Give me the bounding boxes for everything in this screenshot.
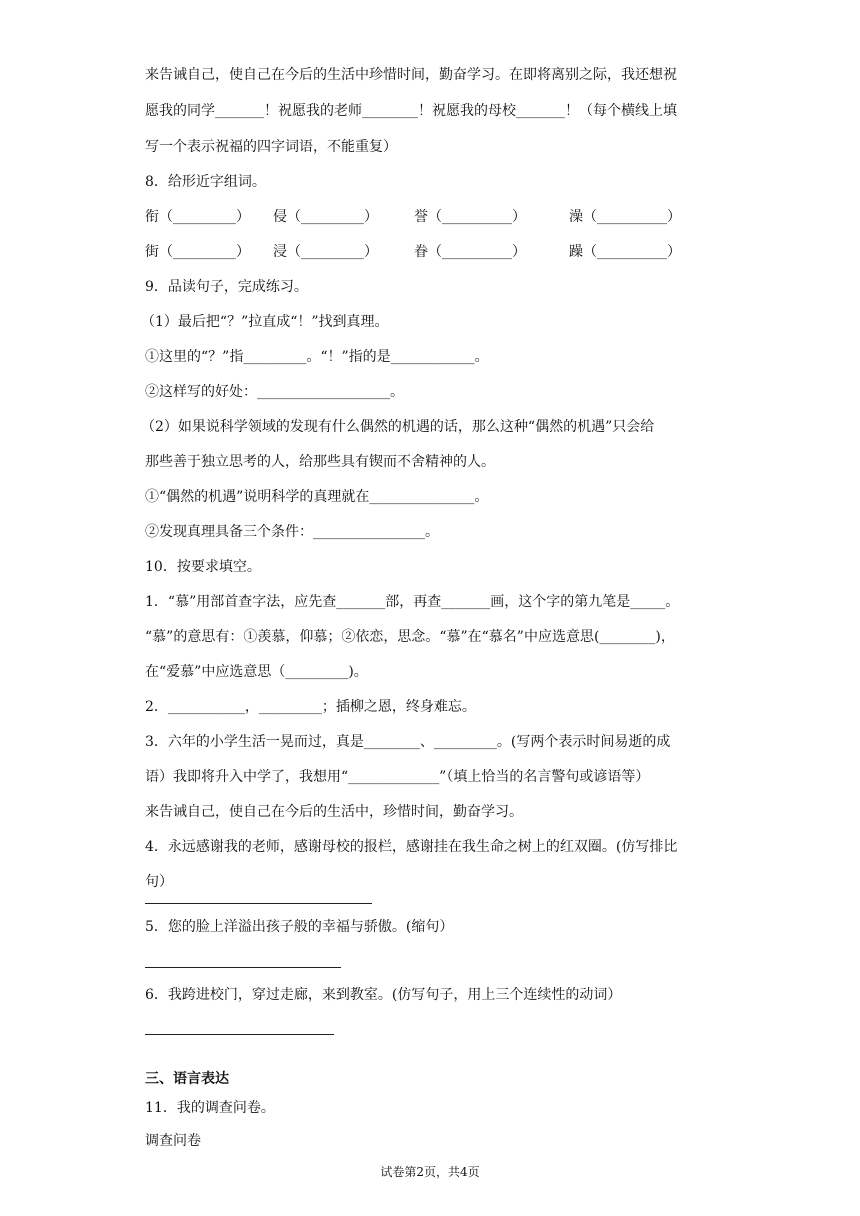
word-cell: 澡（__________）: [569, 209, 681, 225]
text-line: 调查问卷: [145, 1133, 201, 1149]
question-9: 9．品读句子，完成练习。: [145, 279, 308, 295]
text-line: 4．永远感谢我的老师，感谢母校的报栏，感谢挂在我生命之树上的红双圈。(仿写排比: [145, 839, 678, 855]
text-line: 那些善于独立思考的人，给那些具有锲而不舍精神的人。: [145, 454, 495, 470]
word-cell: 浸（_________）: [273, 244, 378, 260]
text-line: （1）最后把“？”拉直成“！”找到真理。: [141, 314, 389, 330]
answer-line: [145, 967, 341, 968]
word-cell: 街（_________）: [145, 244, 250, 260]
question-10: 10．按要求填空。: [145, 559, 261, 575]
answer-line: [145, 1034, 334, 1035]
word-cell: 眷（__________）: [414, 244, 526, 260]
text-line: 句）: [145, 874, 173, 890]
word-cell: 誉（__________）: [414, 209, 526, 225]
text-line: （2）如果说科学领域的发现有什么偶然的机遇的话，那么这种“偶然的机遇”只会给: [141, 419, 655, 435]
word-cell: 衔（_________）: [145, 209, 250, 225]
text-line: 在“爱慕”中应选意思（_________)。: [145, 664, 368, 680]
text-line: ①这里的“？”指_________。“！”指的是____________。: [145, 349, 489, 365]
question-8: 8．给形近字组词。: [145, 174, 266, 190]
word-cell: 躁（__________）: [569, 244, 681, 260]
page-footer: 试卷第2页，共4页: [380, 1165, 480, 1179]
text-line: ①“偶然的机遇”说明科学的真理就在_______________。: [145, 489, 489, 505]
answer-line: [145, 903, 372, 904]
question-11: 11．我的调查问卷。: [145, 1100, 275, 1116]
text-line: 3．六年的小学生活一晃而过，真是________、_________。(写两个表示时间易逝的成: [145, 734, 671, 750]
text-line: “慕”的意思有：①羡慕，仰慕；②依恋，思念。“慕”在“慕名”中应选意思(________)，: [145, 629, 675, 645]
text-line-3: 写一个表示祝福的四字词语，不能重复）: [145, 139, 397, 155]
text-line-2: 愿我的同学_______！祝愿我的老师________！祝愿我的母校_______！（每个横线上填: [145, 103, 677, 119]
text-line: 6．我跨进校门，穿过走廊，来到教室。(仿写句子，用上三个连续性的动词）: [145, 987, 622, 1003]
text-line: ②发现真理具备三个条件：________________。: [145, 524, 439, 540]
text-line: 来告诫自己，使自己在今后的生活中，珍惜时间，勤奋学习。: [145, 804, 523, 820]
word-cell: 侵（_________）: [273, 209, 378, 225]
text-line-1: 来告诫自己，使自己在今后的生活中珍惜时间，勤奋学习。在即将离别之际，我还想祝: [145, 67, 677, 83]
text-line: 语）我即将升入中学了，我想用“_____________”（填上恰当的名言警句或谚语等）: [145, 769, 650, 785]
text-line: ②这样写的好处：___________________。: [145, 384, 404, 400]
text-line: 5．您的脸上洋溢出孩子般的幸福与骄傲。(缩句）: [145, 919, 454, 935]
text-line: 1．“慕”用部首查字法，应先查_______部，再查_______画，这个字的第九笔是_____。: [145, 594, 680, 610]
section-heading: 三、语言表达: [145, 1071, 229, 1087]
text-line: 2．___________，_________；插柳之恩，终身难忘。: [145, 699, 476, 715]
